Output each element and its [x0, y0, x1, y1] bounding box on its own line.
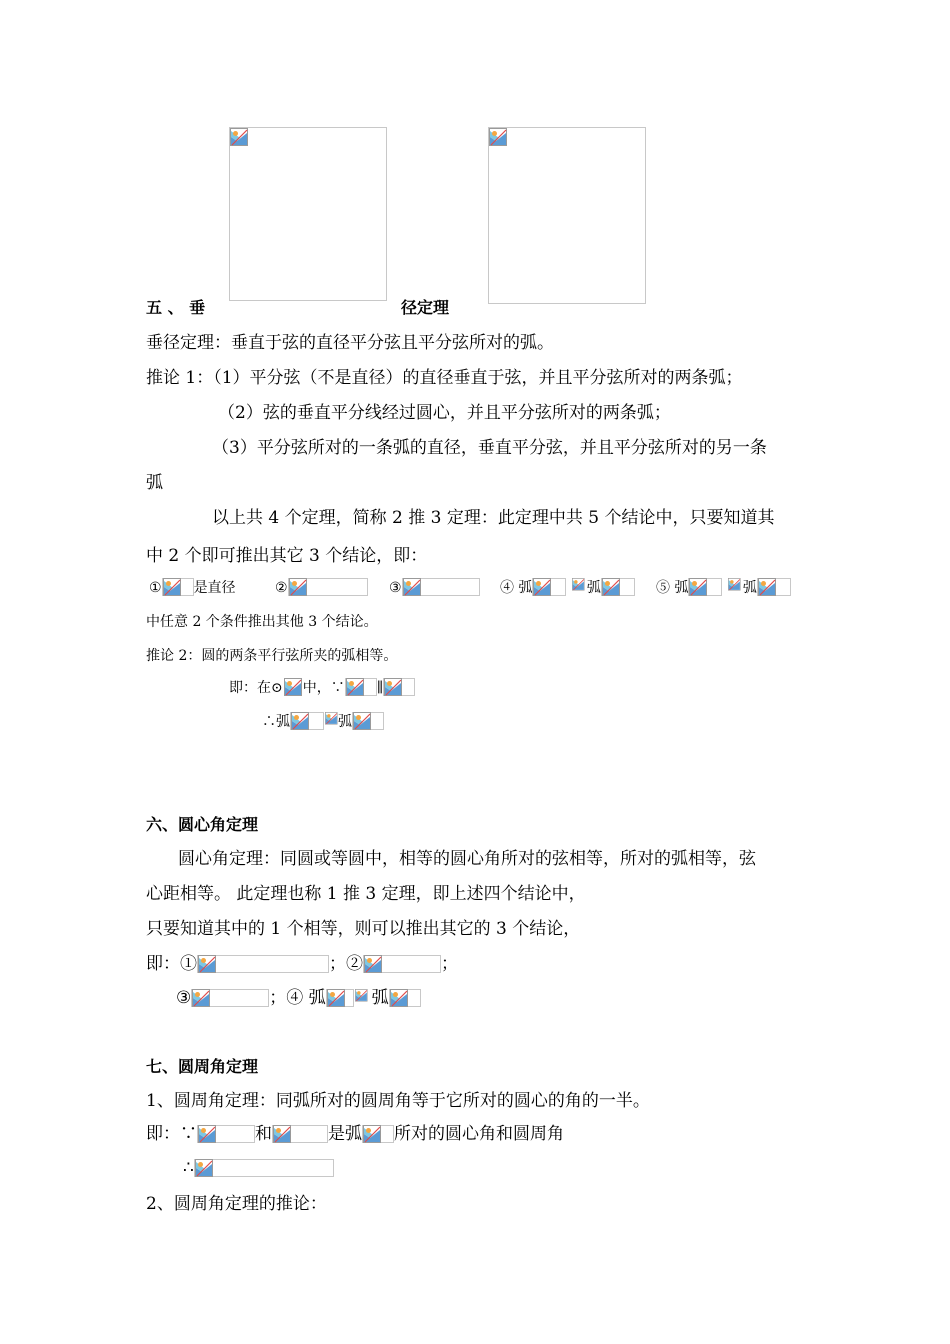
broken-image-icon — [325, 712, 338, 725]
broken-image-icon — [198, 1125, 216, 1143]
broken-image-icon — [273, 1125, 291, 1143]
broken-image-icon — [533, 578, 551, 596]
broken-image-icon — [192, 989, 210, 1007]
broken-image-icon — [363, 1125, 381, 1143]
section5-heading-right: 径定理 — [401, 298, 450, 317]
section7-line3: ∴ — [183, 1157, 334, 1179]
figure-placeholder-right — [488, 127, 646, 304]
broken-image-icon — [602, 578, 620, 596]
section5-summary-line2: 中 2 个即可推出其它 3 个结论，即： — [146, 546, 428, 566]
section7-line4: 2、圆周角定理的推论： — [146, 1194, 327, 1214]
section5-corollary1-line3: （3）平分弦所对的一条弧的直径，垂直平分弦，并且平分弦所对的另一条 — [212, 438, 767, 458]
broken-image-icon — [758, 578, 776, 596]
broken-image-icon — [353, 712, 371, 730]
broken-image-icon — [384, 678, 402, 696]
condition-3: ③ — [389, 578, 480, 597]
condition-1: ① 是直径 — [149, 580, 236, 596]
broken-image-icon — [327, 989, 345, 1007]
section6-line1: 圆心角定理：同圆或等圆中，相等的圆心角所对的弦相等，所对的弧相等，弦 — [178, 849, 756, 869]
broken-image-icon — [489, 128, 507, 146]
section7-line1: 1、圆周角定理：同弧所对的圆周角等于它所对的圆心的角的一半。 — [146, 1091, 650, 1111]
section5-corollary1-line4: 弧 — [146, 473, 163, 493]
section5-summary-line1: 以上共 4 个定理，简称 2 推 3 定理：此定理中共 5 个结论中，只要知道其 — [212, 508, 775, 528]
broken-image-icon — [163, 578, 181, 596]
section6-row1: 即：① ；② ； — [146, 954, 458, 974]
broken-image-icon — [390, 989, 408, 1007]
broken-image-icon — [403, 578, 421, 596]
broken-image-icon — [230, 128, 248, 146]
broken-image-icon — [284, 678, 302, 696]
broken-image-icon — [572, 578, 585, 591]
broken-image-icon — [195, 1159, 213, 1177]
section5-corollary2: 推论 2：圆的两条平行弦所夹的弧相等。 — [146, 648, 398, 664]
section7-heading: 七、圆周角定理 — [146, 1057, 259, 1076]
section6-line3: 只要知道其中的 1 个相等，则可以推出其它的 3 个结论， — [146, 919, 581, 939]
figure-placeholder-left — [229, 127, 387, 301]
corollary2-conclusion: ∴弧 弧 — [262, 712, 384, 731]
broken-image-icon — [289, 578, 307, 596]
section6-heading: 六、圆心角定理 — [146, 815, 259, 834]
section5-any2: 中任意 2 个条件推出其他 3 个结论。 — [146, 614, 378, 630]
condition-5: ⑤ 弧 弧 — [656, 578, 791, 597]
broken-image-icon — [346, 678, 364, 696]
section5-corollary1-line1: 推论 1：（1）平分弦（不是直径）的直径垂直于弦，并且平分弦所对的两条弧； — [146, 368, 743, 388]
section5-heading-left: 五 、 垂 — [146, 298, 206, 317]
corollary2-given: 即：在⊙ 中，∵ ∥ — [229, 678, 415, 697]
section5-corollary1-line2: （2）弦的垂直平分线经过圆心，并且平分弦所对的两条弧； — [218, 403, 671, 423]
broken-image-icon — [364, 955, 382, 973]
condition-4: ④ 弧 弧 — [500, 578, 635, 597]
section6-row2: ③ ；④ 弧 弧 — [176, 987, 421, 1009]
broken-image-icon — [355, 989, 368, 1002]
broken-image-icon — [728, 578, 741, 591]
broken-image-icon — [291, 712, 309, 730]
broken-image-icon — [689, 578, 707, 596]
section5-theorem: 垂径定理：垂直于弦的直径平分弦且平分弦所对的弧。 — [146, 333, 554, 353]
condition-2: ② — [275, 578, 368, 597]
section6-line2: 心距相等。 此定理也称 1 推 3 定理，即上述四个结论中， — [146, 884, 586, 904]
section7-line2: 即：∵ 和 是弧 所对的圆心角和圆周角 — [146, 1124, 564, 1144]
broken-image-icon — [198, 955, 216, 973]
